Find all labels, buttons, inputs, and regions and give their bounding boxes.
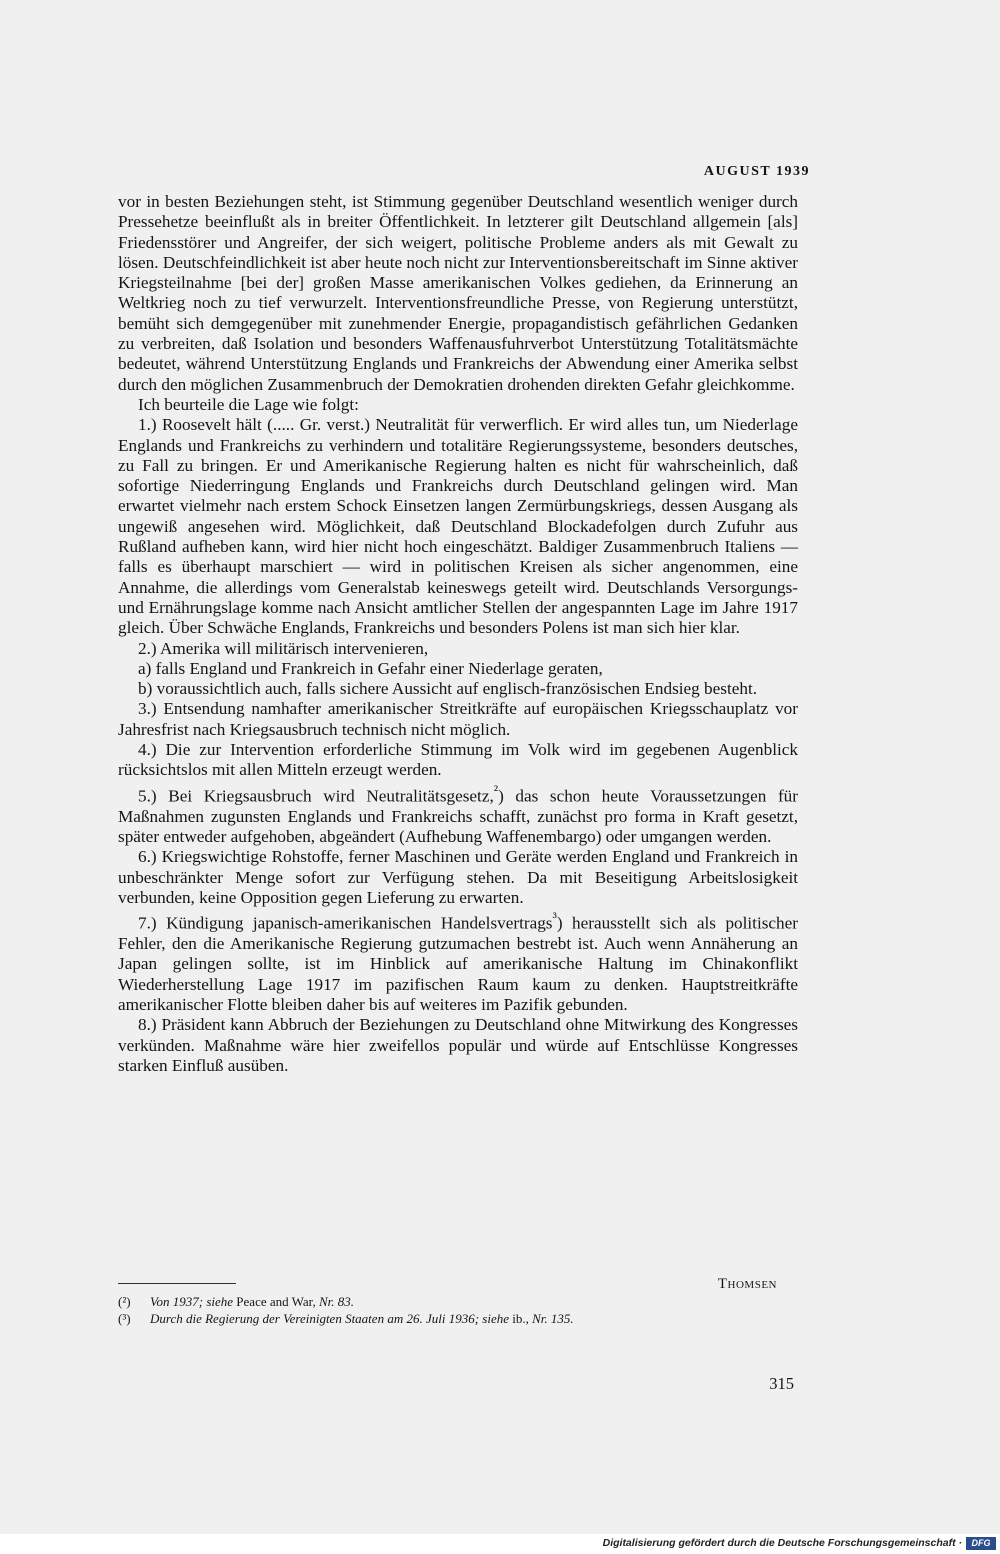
footnote-number: (²) xyxy=(118,1294,131,1309)
footnote-italic-text: Von 1937; siehe xyxy=(150,1294,234,1309)
point-7-text-b: ) herausstellt sich als politischer Fehler, den die Amerikanische Regierung gutzumachen bestrebt ist. Auch wenn Annäherung an Japan gelingen sollte, ist im Hinblick auf amerikanische Haltung im Chinakonflikt Wiederherstellung Lage 1917 im pazifischen Raum kaum zu denken. Hauptstreitkräfte amerikanischer Flotte bleiben daher bis auf weiteres im Pazifik gebunden. xyxy=(118,913,798,1015)
point-2a: a) falls England und Frankreich in Gefahr einer Niederlage geraten, xyxy=(138,658,603,678)
footnote-ref-2: ² xyxy=(493,782,499,799)
footnote-rule xyxy=(118,1283,236,1284)
point-5 xyxy=(118,781,798,848)
point-2: 2.) Amerika will militärisch intervenieren, xyxy=(138,638,429,658)
footnote-italic-text: Durch die Regierung der Vereinigten Staaten am 26. Juli 1936; siehe xyxy=(150,1311,509,1326)
footnote-ref-3: ³ xyxy=(552,910,557,927)
footnote-ref-number: Nr. 83. xyxy=(318,1294,354,1309)
footnote-source: ib., xyxy=(509,1311,533,1326)
signature: Thomsen xyxy=(717,1276,777,1292)
point-7-text-a: 7.) Kündigung japanisch-amerikanischen Handelsvertrags xyxy=(138,913,553,933)
point-5-text-b: ) das schon heute Voraussetzungen für Maßnahmen zugunsten Englands und Frankreichs schafft, zunächst pro forma in Kraft gesetzt, später entweder aufgehoben, abgeändert (Aufhebung Waffenembargo) oder umgangen werden. xyxy=(118,786,798,846)
point-3: 3.) Entsendung namhafter amerikanischer Streitkräfte auf europäischen Kriegsschauplatz vor Jahresfrist nach Kriegsausbruch technisch nicht möglich. xyxy=(118,699,798,739)
credit-bar xyxy=(0,1534,1000,1554)
footnote-2 xyxy=(118,1293,798,1310)
running-head: AUGUST 1939 xyxy=(703,164,810,179)
footnotes xyxy=(118,1293,798,1327)
page-number: 315 xyxy=(769,1374,794,1393)
intro-paragraph: vor in besten Beziehungen steht, ist Stimmung gegenüber Deutschland wesentlich weniger durch Pressehetze beeinflußt als in breiter Öffentlichkeit. In letzterer gilt Deutschland allgemein [als] Friedensstörer und Angreifer, der sich weigert, politische Probleme anders als mit Gewalt zu lösen. Deutschfeindlichkeit ist aber heute noch nicht zur Interventionsbereitschaft im Sinne aktiver Kriegsteilnahme [bei der] großen Masse amerikanischen Volkes gediehen, da Erinnerung an Weltkrieg noch zu tief verwurzelt. Interventionsfreundliche Presse, von Regierung unterstützt, bemüht sich demgegenüber mit zunehmender Energie, propagandistisch gefährlichen Gedanken zu verbreiten, daß Isolation und besonders Waffenausfuhrverbot Unterstützung Totalitätsmächte bedeutet, während Unterstützung Englands und Frankreichs der Abwendung einer Amerika selbst durch den möglichen Zusammenbruch der Demokratien drohenden direkten Gefahr gleichkomme. xyxy=(118,192,798,394)
footnote-source: Peace and War, xyxy=(233,1294,319,1309)
point-4: 4.) Die zur Intervention erforderliche Stimmung im Volk wird im gegebenen Augenblick rücksichtslos mit allen Mitteln erzeugt werden. xyxy=(118,740,798,780)
footnote-number: (³) xyxy=(118,1311,131,1326)
footnote-3 xyxy=(118,1310,798,1327)
point-6: 6.) Kriegswichtige Rohstoffe, ferner Maschinen und Geräte werden England und Frankreich in unbeschränkter Menge sofort zur Verfügung stehen. Da mit Beseitigung Arbeitslosigkeit verbunden, keine Opposition gegen Lieferung zu erwarten. xyxy=(118,847,798,907)
point-7 xyxy=(118,908,798,1015)
dfg-logo-icon: DFG xyxy=(966,1537,996,1550)
credit-text: Digitalisierung gefördert durch die Deutsche Forschungsgemeinschaft · xyxy=(602,1537,962,1549)
body-text xyxy=(118,192,798,1076)
assessment-intro: Ich beurteile die Lage wie folgt: xyxy=(138,394,359,414)
point-5-text-a: 5.) Bei Kriegsausbruch wird Neutralitätsgesetz, xyxy=(138,786,494,806)
point-1: 1.) Roosevelt hält (..... Gr. verst.) Neutralität für verwerflich. Er wird alles tun, um Niederlage Englands und Frankreichs zu verhindern und totalitäre Regierungssysteme, besonders deutsches, zu Fall zu bringen. Er und Amerikanische Regierung halten es nicht für wahrscheinlich, daß sofortige Niederringung Englands und Frankreichs durch Deutschland gelingen wird. Man erwartet vielmehr nach erstem Schock Einsetzen langen Zermürbungskriegs, dessen Ausgang als ungewiß angesehen wird. Möglichkeit, daß Deutschland Blockadefolgen durch Zufuhr aus Rußland aufheben kann, wird hier nicht hoch eingeschätzt. Baldiger Zusammenbruch Italiens — falls es überhaupt marschiert — wird in politischen Kreisen als sicher angenommen, eine Annahme, die allerdings vom Generalstab keineswegs geteilt wird. Deutschlands Versorgungs- und Ernährungslage komme nach Ansicht amtlicher Stellen der angespannten Lage im Jahre 1917 gleich. Über Schwäche Englands, Frankreichs und besonders Polens ist man sich hier klar. xyxy=(118,415,798,638)
point-2b: b) voraussichtlich auch, falls sichere Aussicht auf englisch-französischen Endsieg besteht. xyxy=(138,679,758,699)
footnote-ref-number: Nr. 135. xyxy=(532,1311,574,1326)
point-8: 8.) Präsident kann Abbruch der Beziehungen zu Deutschland ohne Mitwirkung des Kongresses verkünden. Maßnahme wäre hier zweifellos populär und würde auf Entschlüsse Kongresses starken Einfluß ausüben. xyxy=(118,1015,798,1075)
